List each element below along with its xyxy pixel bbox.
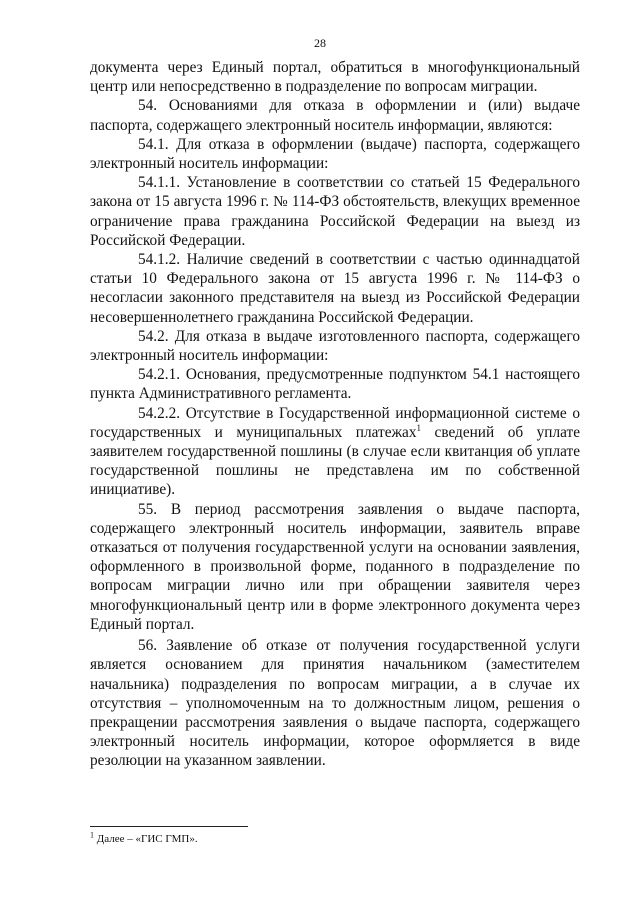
paragraph-56: 56. Заявление об отказе от получения государственной услуги является основанием для принятия начальником (заместителем начальника) подразделения по вопросам миграции, а в случае их отсутствия – уполномоченным на то должностным лицом, решения о прекращении рассмотрения заявления о выдаче паспорта, содержащего электронный носитель информации, которое оформляется в виде резолюции на указанном заявлении. <box>90 637 580 770</box>
page-body <box>90 58 580 771</box>
footnote-text: Далее – «ГИС ГМП». <box>94 833 198 845</box>
paragraph-54-2-2 <box>90 404 580 500</box>
page-number: 28 <box>314 36 326 50</box>
footnote <box>90 832 198 846</box>
footnote-separator <box>90 826 248 827</box>
paragraph-54-2-1: 54.2.1. Основания, предусмотренные подпунктом 54.1 настоящего пункта Административного регламента. <box>90 366 580 403</box>
paragraph-54-1: 54.1. Для отказа в оформлении (выдаче) паспорта, содержащего электронный носитель информации: <box>90 135 580 173</box>
paragraph-54-2-2-start: 54.2.2. Отсутствие в Государственной информационной системе о государственных и муниципальных платежах <box>90 404 580 441</box>
paragraph-54-2-2-end: сведений об уплате заявителем государственной пошлины (в случае если квитанция об уплате государственной пошлины не представлена им по собственной инициативе). <box>90 423 580 499</box>
paragraph-55: 55. В период рассмотрения заявления о выдаче паспорта, содержащего электронный носитель информации, заявитель вправе отказаться от получения государственной услуги на основании заявления, оформленного в произвольной форме, поданного в подразделение по вопросам миграции лично или при обращении заявителя через многофункциональный центр или в форме электронного документа через Единый портал. <box>90 500 580 633</box>
paragraph-54: 54. Основаниями для отказа в оформлении и (или) выдаче паспорта, содержащего электронный носитель информации, являются: <box>90 97 580 134</box>
footnote-number: 1 <box>90 830 94 840</box>
paragraph-54-1-2: 54.1.2. Наличие сведений в соответствии с частью одиннадцатой статьи 10 Федерального закона от 15 августа 1996 г. № 114-ФЗ о несогласии законного представителя на выезд из Российской Федерации несовершеннолетнего гражданина Российской Федерации. <box>90 251 580 326</box>
paragraph-continued: документа через Единый портал, обратиться в многофункциональный центр или непосредственно в подразделение по вопросам миграции. <box>90 59 580 96</box>
paragraph-54-1-1: 54.1.1. Установление в соответствии со статьей 15 Федерального закона от 15 августа 1996 г. № 114-ФЗ обстоятельств, влекущих временное ограничение права гражданина Российской Федерации на выезд из Российской Федерации. <box>90 174 580 249</box>
footnote-reference: 1 <box>416 422 421 433</box>
paragraph-54-2: 54.2. Для отказа в выдаче изготовленного паспорта, содержащего электронный носитель информации: <box>90 327 580 365</box>
